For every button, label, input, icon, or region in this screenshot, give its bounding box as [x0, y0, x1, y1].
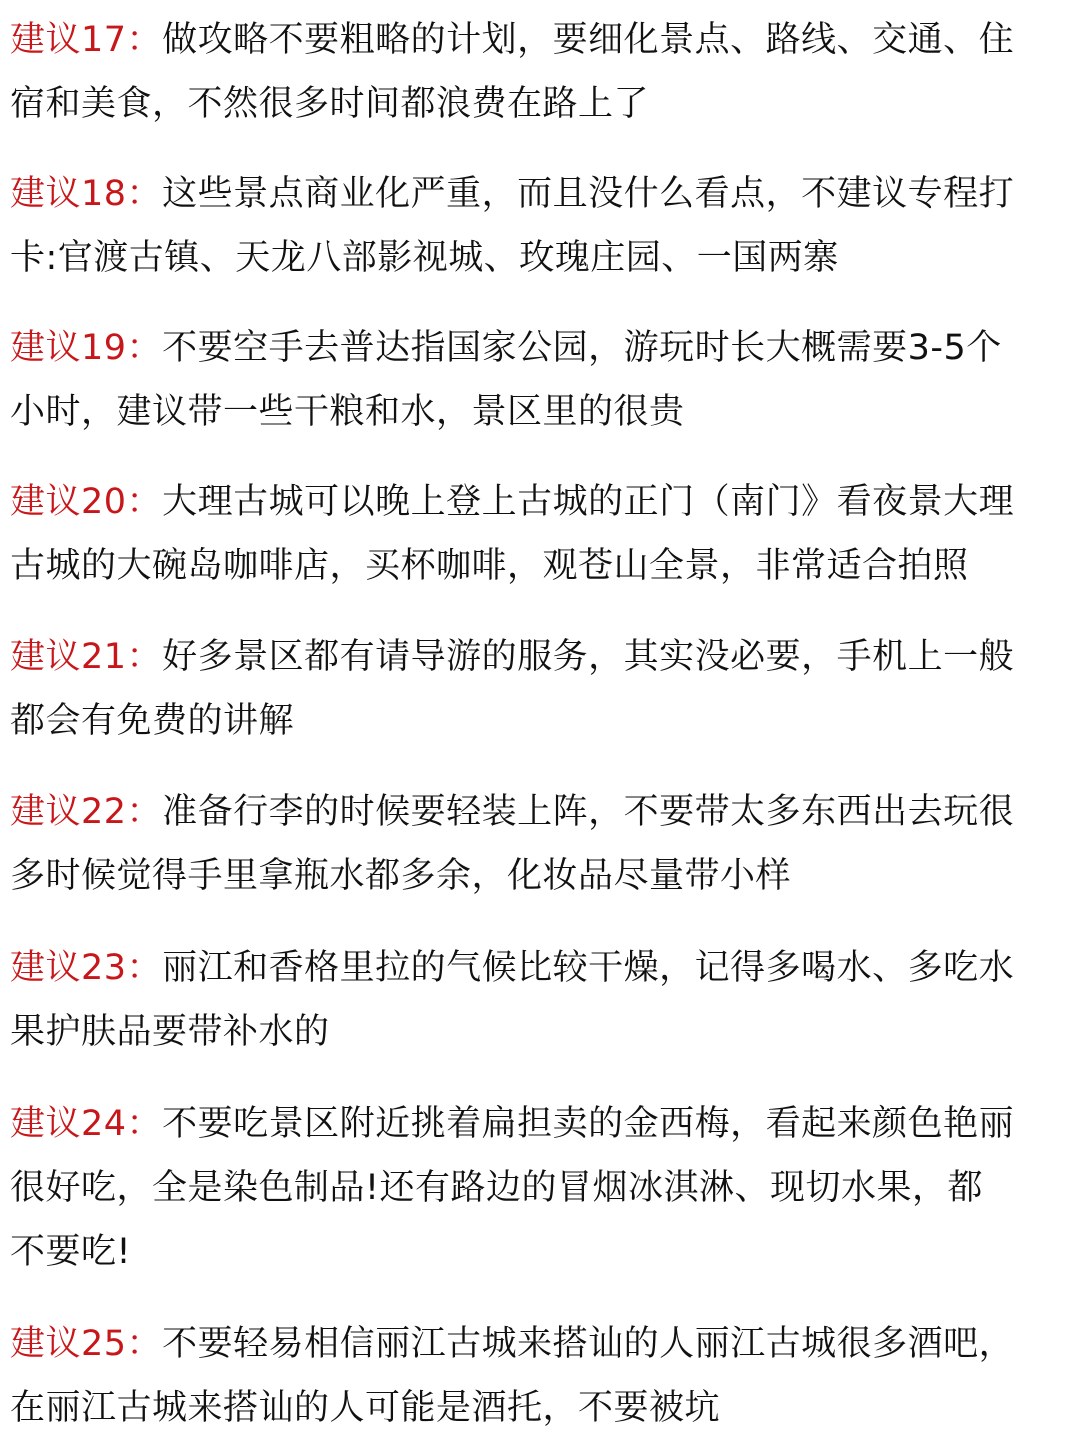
tip-separator: ： [126, 792, 163, 832]
tip-separator: ： [126, 20, 163, 60]
tip-line-2: 宿和美食，不然很多时间都浪费在路上了 [10, 84, 650, 124]
tip-separator: ： [126, 1324, 163, 1364]
tip-line-1 [10, 8, 1076, 72]
tip-17 [10, 8, 1076, 136]
tip-text: 好多景区都有请导游的服务，其实没必要，手机上一般 [162, 637, 1015, 677]
tip-separator: ： [126, 328, 163, 368]
tip-label: 建议17 [10, 20, 127, 60]
tip-line-1 [10, 780, 1076, 844]
tip-label: 建议22 [10, 792, 127, 832]
tip-separator: ： [126, 482, 163, 522]
tip-text: 大理古城可以晚上登上古城的正门（南门》看夜景大理 [162, 482, 1015, 522]
tip-line-1 [10, 936, 1076, 1000]
tip-text: 不要轻易相信丽江古城来搭讪的人丽江古城很多酒吧， [162, 1324, 1015, 1364]
tip-label: 建议24 [10, 1104, 127, 1144]
tip-line-2: 都会有免费的讲解 [10, 701, 295, 741]
tip-separator: ： [126, 948, 163, 988]
tip-text: 丽江和香格里拉的气候比较干燥，记得多喝水、多吃水 [162, 948, 1015, 988]
tip-line-2: 卡:官渡古镇、天龙八部影视城、玫瑰庄园、一国两寨 [10, 238, 839, 278]
tip-23 [10, 936, 1076, 1064]
tip-label: 建议25 [10, 1324, 127, 1364]
tip-line-2: 小时，建议带一些干粮和水，景区里的很贵 [10, 392, 685, 432]
tip-separator: ： [126, 1104, 163, 1144]
tip-label: 建议18 [10, 174, 127, 214]
tip-line-1 [10, 1092, 1076, 1156]
tip-19 [10, 316, 1076, 444]
tip-24 [10, 1092, 1076, 1284]
tip-20 [10, 470, 1076, 598]
tip-separator: ： [126, 174, 163, 214]
tip-label: 建议21 [10, 637, 127, 677]
tip-text: 准备行李的时候要轻装上阵，不要带太多东西出去玩很 [162, 792, 1015, 832]
tip-text: 做攻略不要粗略的计划，要细化景点、路线、交通、住 [162, 20, 1015, 60]
tip-line-1 [10, 1312, 1076, 1376]
tip-text: 不要空手去普达指国家公园，游玩时长大概需要3-5个 [162, 328, 1002, 368]
tip-22 [10, 780, 1076, 908]
tip-text: 这些景点商业化严重，而且没什么看点，不建议专程打 [162, 174, 1015, 214]
tip-line-1 [10, 162, 1076, 226]
tip-line-2: 在丽江古城来搭讪的人可能是酒托，不要被坑 [10, 1388, 721, 1428]
tip-text: 不要吃景区附近挑着扁担卖的金西梅，看起来颜色艳丽 [162, 1104, 1015, 1144]
tip-line-3: 不要吃! [10, 1232, 132, 1272]
tip-label: 建议20 [10, 482, 127, 522]
tip-line-1 [10, 625, 1076, 689]
tip-line-2: 多时候觉得手里拿瓶水都多余，化妆品尽量带小样 [10, 856, 792, 896]
tip-18 [10, 162, 1076, 290]
tip-line-1 [10, 470, 1076, 534]
tip-line-2: 很好吃，全是染色制品!还有路边的冒烟冰淇淋、现切水果，都 [10, 1168, 984, 1208]
tip-separator: ： [126, 637, 163, 677]
tip-line-2: 果护肤品要带补水的 [10, 1012, 330, 1052]
tip-label: 建议19 [10, 328, 127, 368]
tip-25 [10, 1312, 1076, 1440]
tip-line-1 [10, 316, 1076, 380]
tip-21 [10, 625, 1076, 753]
tip-label: 建议23 [10, 948, 127, 988]
tip-line-2: 古城的大碗岛咖啡店，买杯咖啡，观苍山全景，非常适合拍照 [10, 546, 969, 586]
